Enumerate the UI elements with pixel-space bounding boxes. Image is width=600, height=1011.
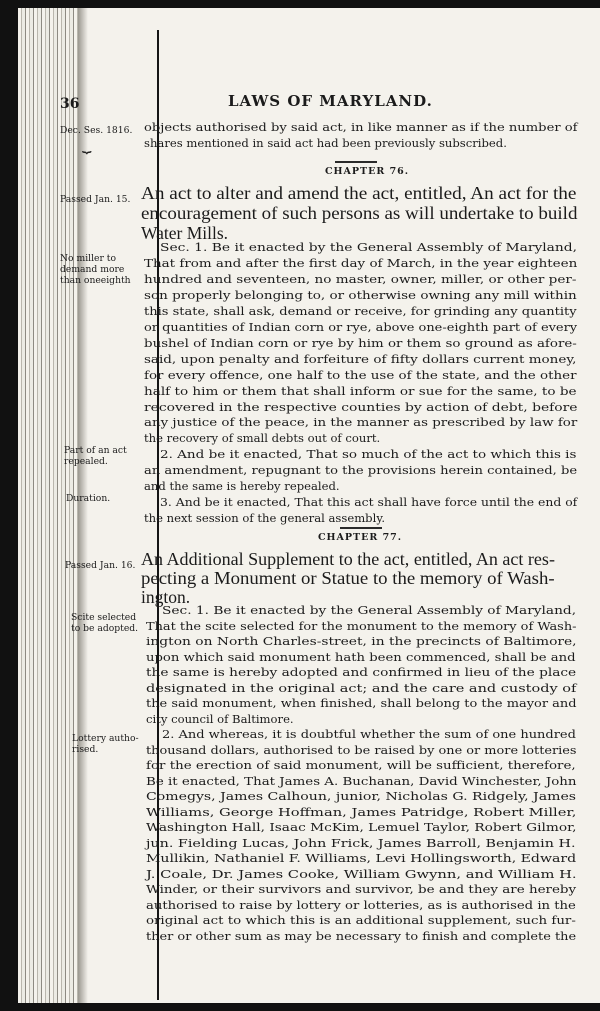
margin-note-scite: Scite selected to be adopted. (71, 612, 139, 634)
chapter-title-line: ington. (141, 587, 191, 607)
section-line: Williams, George Hoffman, James Patridge, Robert Miller, (146, 804, 577, 819)
section-line: Sec. 1. Be it enacted by the General Assembly of Maryland, (160, 240, 578, 254)
margin-note-passed-jan-16: Passed Jan. 16. (65, 560, 136, 571)
section-line: the said monument, when finished, shall belong to the mayor and (146, 696, 577, 710)
chapter-title-line: Water Mills. (141, 223, 229, 243)
section-line: for the erection of said monument, will be sufficient, therefore, (146, 758, 576, 772)
section-line: authorised to raise by lottery or lotteries, as is authorised in the (146, 897, 576, 912)
section-line: upon which said monument hath been commenced, shall be and (146, 649, 576, 664)
section-line: said, upon penalty and forfeiture of fifty dollars current money, (144, 351, 577, 366)
chapter-rule-top (340, 527, 382, 529)
brace-mark: ⏟ (82, 134, 92, 153)
chapter-title-line: pecting a Monument or Statue to the memory of Wash- (141, 568, 555, 588)
section-line: Mullikin, Nathaniel F. Williams, Levi Hollingsworth, Edward (146, 851, 577, 865)
intro-line: objects authorised by said act, in like manner as if the number of (144, 120, 578, 134)
page-edge-shadow (78, 8, 88, 1003)
section-line: any justice of the peace, in the manner as prescribed by law for (144, 415, 578, 430)
section-line: Be it enacted, That James A. Buchanan, David Winchester, John (146, 773, 577, 788)
section-line: and the same is hereby repealed. (144, 479, 340, 494)
section-line: the next session of the general assembly. (144, 511, 386, 526)
section-line: thousand dollars, authorised to be raised by one or more lotteries (146, 742, 577, 757)
section-line: or quantities of Indian corn or rye, above one-eighth part of every (144, 319, 578, 334)
chapter-title-line: An act to alter and amend the act, entitled, An act for the (141, 183, 577, 203)
section-line: half to him or them that shall inform or sue for the same, to be (144, 383, 577, 398)
margin-note-duration: Duration. (66, 493, 111, 504)
page-edge-stack (18, 8, 78, 1003)
section-line: 2. And whereas, it is doubtful whether the sum of one hundred (162, 727, 576, 741)
section-line: That the scite selected for the monument to the memory of Wash- (146, 618, 577, 633)
section-line: son properly belonging to, or otherwise owning any mill within (144, 287, 577, 302)
section-line: bushel of Indian corn or rye by him or them so ground as afore- (144, 335, 577, 350)
section-line: jun. Fielding Lucas, John Frick, James Barroll, Benjamin H. (146, 835, 576, 850)
chapter-rule-top (335, 161, 377, 163)
section-line: 3. And be it enacted, That this act shall have force until the end of (160, 495, 578, 510)
section-line: ther or other sum as may be necessary to finish and complete the (146, 928, 577, 943)
section-line: city council of Baltimore. (146, 711, 294, 726)
section-line: the same is hereby adopted and confirmed in lieu of the place (146, 665, 577, 679)
section-line: recovered in the respective counties by action of debt, before (144, 399, 578, 414)
section-line: ington on North Charles-street, in the precincts of Baltimore, (146, 634, 577, 648)
page-number: 36 (60, 96, 80, 112)
chapter-title-line: An Additional Supplement to the act, entitled, An act res- (141, 549, 555, 569)
margin-note-passed-jan-15: Passed Jan. 15. (60, 194, 131, 205)
margin-note-session: Dec. Ses. 1816. (60, 125, 133, 136)
chapter-heading: CHAPTER 76. (325, 166, 410, 177)
intro-line: shares mentioned in said act had been previously subscribed. (144, 136, 507, 150)
section-line: Washington Hall, Isaac McKim, Lemuel Taylor, Robert Gilmor, (146, 820, 577, 834)
section-line: Winder, or their survivors and survivor, be and they are hereby (146, 882, 577, 896)
section-line: original act to which this is an additional supplement, such fur- (146, 913, 576, 927)
section-line: this state, shall ask, demand or receive, for grinding any quantity (144, 303, 577, 318)
section-line: hundred and seventeen, no master, owner, miller, or other per- (144, 271, 577, 286)
margin-note-lottery: Lottery autho- rised. (72, 733, 139, 755)
running-head: LAWS OF MARYLAND. (228, 92, 433, 110)
chapter-title-line: encouragement of such persons as will undertake to build (141, 203, 578, 223)
section-line: That from and after the first day of March, in the year eighteen (144, 255, 578, 270)
margin-note-no-miller: No miller to demand more than oneeighth (60, 253, 131, 286)
margin-note-part-repealed: Part of an act repealed. (64, 445, 127, 467)
section-line: J. Coale, Dr. James Cooke, William Gwynn, and William H. (146, 866, 577, 881)
section-line: Sec. 1. Be it enacted by the General Assembly of Maryland, (162, 603, 577, 617)
section-line: an amendment, repugnant to the provisions herein contained, be (144, 463, 578, 478)
section-line: for every offence, one half to the use of the state, and the other (144, 367, 577, 382)
section-line: the recovery of small debts out of court. (144, 431, 381, 446)
section-line: Comegys, James Calhoun, junior, Nicholas G. Ridgely, James (146, 789, 577, 803)
section-line: designated in the original act; and the care and custody of (146, 680, 577, 695)
section-line: 2. And be it enacted, That so much of the act to which this is (160, 447, 577, 462)
chapter-heading: CHAPTER 77. (318, 532, 403, 543)
